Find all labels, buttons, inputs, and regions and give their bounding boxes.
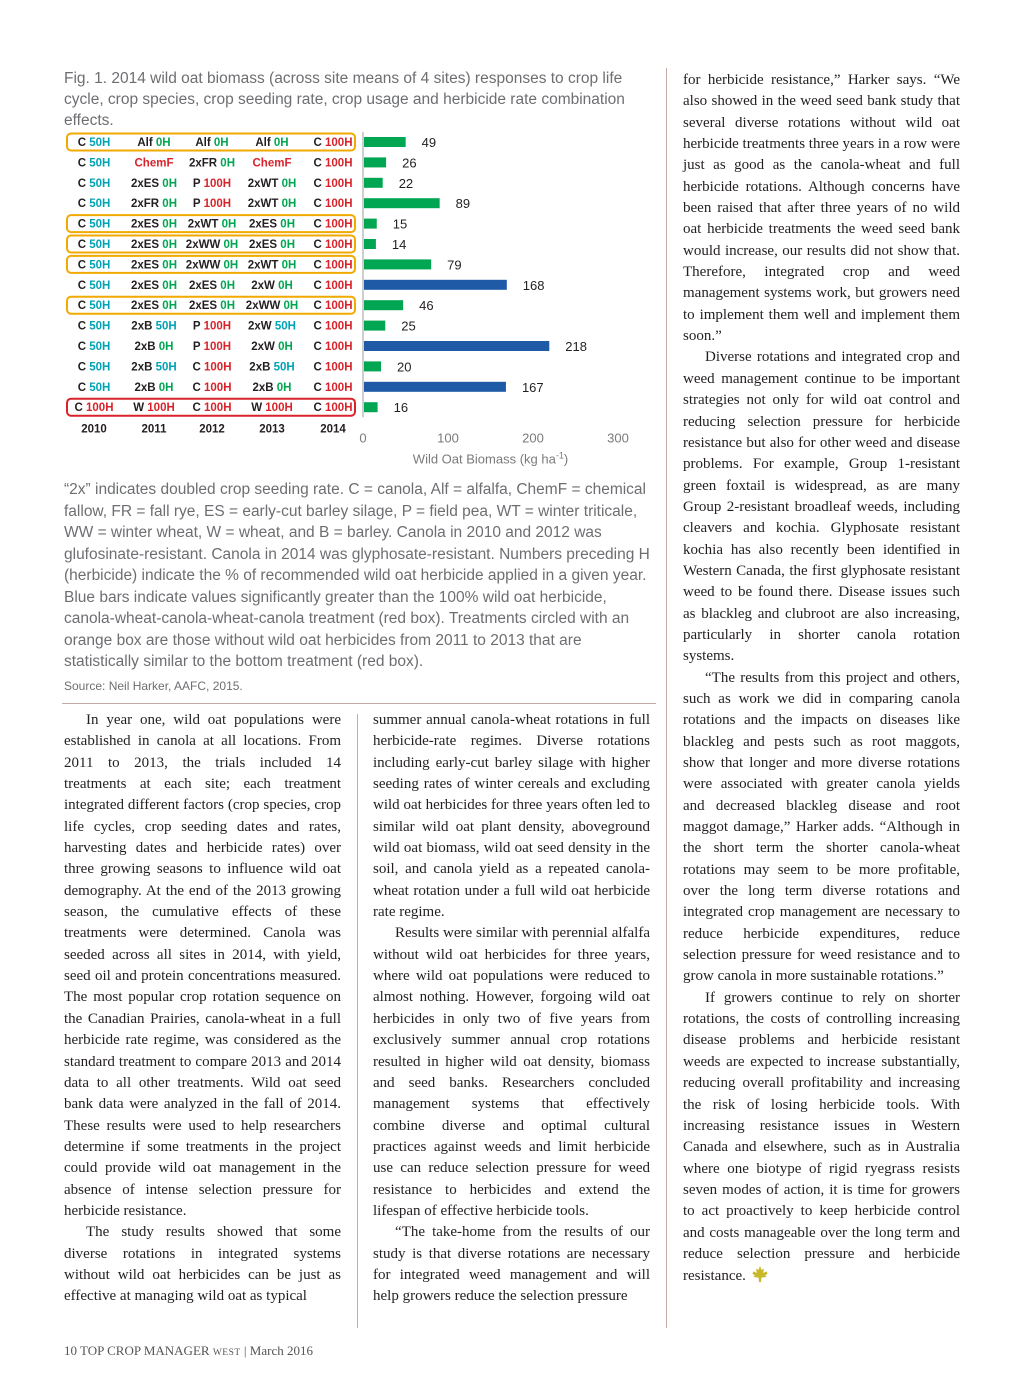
treatment-cell: P 100H [192, 177, 232, 190]
treatment-cell: 2xES 0H [130, 218, 178, 231]
treatment-cell: W 100H [133, 402, 175, 415]
page-number: 10 [64, 1343, 77, 1358]
bar [364, 280, 507, 290]
treatment-cell: C 100H [313, 320, 353, 333]
paragraph: “The take-home from the results of our study is that diverse rotations are necessary for integrated weed management and will help growers reduce the selection pressure [373, 1224, 650, 1305]
treatment-cell: 2xB 50H [249, 361, 295, 374]
biomass-chart [60, 128, 650, 473]
x-tick-label: 0 [359, 430, 367, 446]
treatment-cell: 2xWT 0H [247, 198, 297, 211]
treatment-cell: 2xB 50H [131, 361, 177, 374]
bar-label: 79 [447, 257, 462, 273]
bar-label: 46 [419, 298, 434, 314]
figure-caption: Fig. 1. 2014 wild oat biomass (across site means of 4 sites) responses to crop life cycle, crop species, crop seeding rate, crop usage and herbicide rate combination effects. [64, 70, 625, 129]
issue-date: March 2016 [249, 1343, 313, 1358]
paragraph: If growers continue to rely on shorter rotations, the costs of controlling increasing disease problems and herbicide resistant weeds are expected to increase substantially, reducing overall profitability and increasing the risk of losing herbicide tools. With increasing resistance issues in Western Canada and elsewhere, such as in Australia where one biotype of rigid ryegrass resists seven modes of action, it is time for growers to act proactively to keep herbicide control and costs manageable over the long term and reduce selection pressure and herbicide resistance. [683, 989, 960, 1285]
treatment-cell: P 100H [192, 198, 232, 211]
bar [364, 361, 381, 371]
bar-label: 218 [565, 339, 588, 354]
figure-note: “2x” indicates doubled crop seeding rate. C = canola, Alf = alfalfa, ChemF = chemical fallow, FR = fall rye, ES = early-cut barley silage, P = field pea, WT = winter triticale, WW = winter wheat, W = wheat, and B = barley. Canola in 2010 and 2012 was glufosinate-resistant. Canola in 2014 was glyphosate-resistant. Numbers preceding H (herbicide) indicate the % of recommended wild oat herbicide applied in a given year. Blue bars indicate values significantly greater than the 100% wild oat herbicide, canola-wheat-canola-wheat-canola treatment (red box). Treatments circled with an orange box are those without wild oat herbicides from 2011 to 2013 that are statistically similar to the bottom treatment (red box). [64, 481, 650, 670]
treatment-cell: C 50H [77, 218, 111, 231]
treatment-cell: C 100H [313, 381, 353, 394]
treatment-cell: 2xES 0H [248, 218, 296, 231]
treatment-cell: C 50H [77, 300, 111, 313]
treatment-cell: W 100H [251, 402, 293, 415]
bar [364, 157, 386, 167]
treatment-cell: 2xES 0H [188, 279, 236, 292]
treatment-cell: 2xES 0H [130, 279, 178, 292]
bar-label: 22 [398, 175, 414, 191]
bar-label: 16 [393, 400, 409, 416]
year-label: 2013 [259, 423, 285, 436]
treatment-cell: C 100H [313, 239, 353, 251]
bar-label: 168 [522, 277, 545, 293]
column-rule [357, 714, 358, 1328]
year-label: 2011 [141, 423, 167, 436]
bar [364, 137, 406, 147]
bar-label: 14 [391, 237, 407, 252]
bar [364, 382, 506, 392]
bar [364, 198, 440, 208]
treatment-cell: 2xES 0H [130, 259, 178, 272]
page-footer [64, 1343, 313, 1359]
paragraph: for herbicide resistance,” Harker says. “We also showed in the weed seed bank study that several diverse rotations without wild oat herbicide treatments three years in a row were just as good as the canola-wheat and full herbicide rotations. Although concerns have been raised that after three years of no wild oat herbicide treatments the weed seed bank would increase, our results did not show that. Therefore, integrated crop and weed management systems work, but growers need to implement them well and implement them soon.” [683, 72, 960, 345]
figure-source: Source: Neil Harker, AAFC, 2015. [64, 679, 243, 693]
treatment-cell: 2xES 0H [130, 300, 178, 313]
bar-label: 25 [401, 318, 416, 334]
treatment-cell: C 100H [313, 137, 353, 149]
bar-label: 167 [521, 379, 544, 395]
treatment-cell: 2xFR 0H [130, 198, 178, 211]
treatment-cell: C 50H [77, 177, 111, 190]
treatment-cell: 2xWT 0H [247, 259, 297, 272]
x-axis-label: Wild Oat Biomass (kg $ha^{-1}$) [412, 450, 569, 467]
treatment-cell: C 100H [313, 259, 353, 272]
paragraph: The study results showed that some diverse rotations in integrated systems without wild oat herbicides can be just as effective at managing wild oat as typical [64, 1224, 341, 1305]
treatment-cell: P 100H [192, 341, 232, 353]
paragraph: In year one, wild oat populations were established in canola at all locations. From 2011 to 2013, the trials included 14 treatments at each site; each treatment integrated different factors (crop species, crop life cycles, crop seeding dates and rates, harvesting dates and herbicide rates) over three growing seasons to influence wild oat demography. At the end of the 2013 growing season, the cumulative effects of these treatments were determined. Canola was seeded across all sites in 2014, with yield, seed oil and protein concentrations measured. The most popular crop rotation sequence on the Canadian Prairies, canola-wheat in a full herbicide rate regime, was considered as the standard treatment to compare 2013 and 2014 data to all other treatments. Wild oat seed bank data were analyzed in the fall of 2014. These results were used to help researchers determine if some treatments in the project could provide wild oat management in the absence of intense selection pressure for herbicide resistance. [64, 712, 341, 1219]
column-rule [666, 68, 667, 1328]
article-column-2 [373, 710, 650, 1308]
treatment-cell: C 100H [313, 198, 353, 211]
treatment-cell: C 100H [313, 361, 353, 374]
treatment-cell: 2xW 0H [251, 279, 293, 292]
treatment-cell: C 50H [77, 320, 111, 333]
treatment-cell: ChemF [252, 157, 292, 170]
treatment-cell: C 50H [77, 279, 111, 292]
treatment-cell: C 100H [313, 300, 353, 313]
treatment-cell: 2xB 0H [252, 381, 292, 394]
treatment-cell: 2xB 50H [131, 320, 177, 333]
treatment-cell: P 100H [192, 320, 232, 333]
paragraph: “The results from this project and others, such as work we did in comparing canola rotations and the impacts on diseases like blackleg and pests such as root maggots, show that longer and more diverse rotations were associated with greater canola yields and decreased blackleg disease and root maggot damage,” Harker adds. “Although in the short term the shorter canola-wheat rotations may seem to be more profitable, over the long term diverse rotations and integrated crop management are necessary to reduce herbicide expenditures, reduce selection pressure for weed resistance and to grow canola in more sustainable rotations.” [683, 669, 960, 985]
treatment-cell: ChemF [134, 157, 174, 170]
treatment-cell: C 50H [77, 198, 111, 211]
bar [364, 321, 385, 331]
magazine-name: TOP CROP MANAGER [80, 1343, 210, 1358]
treatment-cell: 2xWW 0H [245, 300, 299, 313]
treatment-cell: 2xES 0H [130, 177, 178, 190]
article-column-1 [64, 710, 341, 1308]
treatment-cell: C 50H [77, 259, 111, 272]
treatment-cell: Alf 0H [137, 137, 171, 149]
treatment-cell: Alf 0H [195, 137, 229, 149]
bar [364, 178, 383, 188]
bar-label: 89 [455, 196, 471, 212]
x-tick-label: 100 [437, 430, 459, 446]
bar [364, 300, 403, 310]
treatment-cell: 2xWW 0H [185, 239, 239, 251]
x-tick-label: 200 [522, 430, 544, 446]
treatment-cell: C 50H [77, 381, 111, 394]
treatment-cell: C 100H [74, 402, 114, 415]
treatment-cell: 2xW 50H [248, 320, 296, 333]
treatment-cell: 2xES 0H [248, 239, 296, 251]
bar [364, 402, 378, 412]
treatment-cell: 2xES 0H [130, 239, 178, 251]
treatment-cell: C 100H [313, 402, 353, 415]
magazine-edition: WEST [212, 1348, 241, 1358]
bar [364, 259, 431, 269]
treatment-cell: C 50H [77, 137, 111, 149]
x-tick-label: 300 [607, 430, 629, 446]
treatment-cell: C 100H [192, 381, 232, 394]
treatment-cell: 2xW 0H [251, 341, 293, 353]
treatment-cell: C 50H [77, 239, 111, 251]
treatment-cell: 2xFR 0H [188, 157, 236, 170]
treatment-cell: C 100H [192, 361, 232, 374]
treatment-cell: C 100H [313, 218, 353, 231]
treatment-cell: 2xB 0H [134, 341, 174, 353]
footer-separator: | [243, 1343, 247, 1358]
bar [364, 239, 376, 249]
bar [364, 341, 549, 351]
treatment-cell: C 100H [313, 341, 353, 353]
year-label: 2012 [199, 423, 225, 436]
bar-label: 26 [402, 155, 417, 171]
treatment-cell: C 50H [77, 361, 111, 374]
treatment-cell: C 100H [313, 177, 353, 190]
bar-label: 15 [392, 216, 408, 232]
bar [364, 219, 377, 229]
caption-divider [62, 703, 656, 704]
treatment-cell: C 100H [313, 157, 353, 170]
treatment-cell: C 100H [313, 279, 353, 292]
paragraph: Results were similar with perennial alfalfa without wild oat herbicides for three years, where wild oat populations were reduced to almost nothing. However, forgoing wild oat herbicides in only two of five years from exclusively summer annual crop rotations resulted in higher wild oat density, biomass and seed banks. Researchers concluded management systems that effectively combine diverse and optimal cultural practices against weeds and limit herbicide use can reduce selection pressure for weed resistance to herbicides and extend the lifespan of effective herbicide tools. [373, 925, 650, 1219]
year-label: 2014 [320, 423, 346, 436]
treatment-cell: Alf 0H [255, 137, 289, 149]
paragraph: Diverse rotations and integrated crop and weed management continue to be important strategies not only for wild oat control and reducing selection pressure for herbicide resistance but also for other weed and disease problems. For example, Group 1-resistant green foxtail is widespread, as are many Group 2-resistant broadleaf weeds, including cleavers and kochia. Glyphosate resistant kochia has also recently been identified in Western Canada, the first glyphosate resistant weed to be found there. Disease issues such as blackleg and clubroot are also increasing, particularly in shorter canola rotation systems. [683, 349, 960, 665]
paragraph: summer annual canola-wheat rotations in full herbicide-rate regimes. Diverse rotations including early-cut barley silage with higher seeding rates of winter cereals and excluding wild oat herbicides for three years often led to similar wild oat plant density, aboveground wild oat biomass, wild oat seed density in the soil, and canola yield as a repeated canola-wheat rotation under a full wild oat herbicide rate regime. [373, 712, 650, 921]
year-label: 2010 [81, 423, 107, 436]
treatment-cell: 2xWT 0H [187, 218, 237, 231]
article-column-3 [683, 70, 960, 1288]
treatment-cell: 2xWW 0H [185, 259, 239, 272]
treatment-cell: 2xES 0H [188, 300, 236, 313]
treatment-cell: 2xWT 0H [247, 177, 297, 190]
treatment-cell: 2xB 0H [134, 381, 174, 394]
bar-label: 20 [397, 359, 412, 375]
treatment-cell: C 100H [192, 402, 232, 415]
treatment-cell: C 50H [77, 157, 111, 170]
bar-label: 49 [421, 135, 437, 150]
maple-leaf-icon [750, 1265, 770, 1283]
treatment-cell: C 50H [77, 341, 111, 353]
